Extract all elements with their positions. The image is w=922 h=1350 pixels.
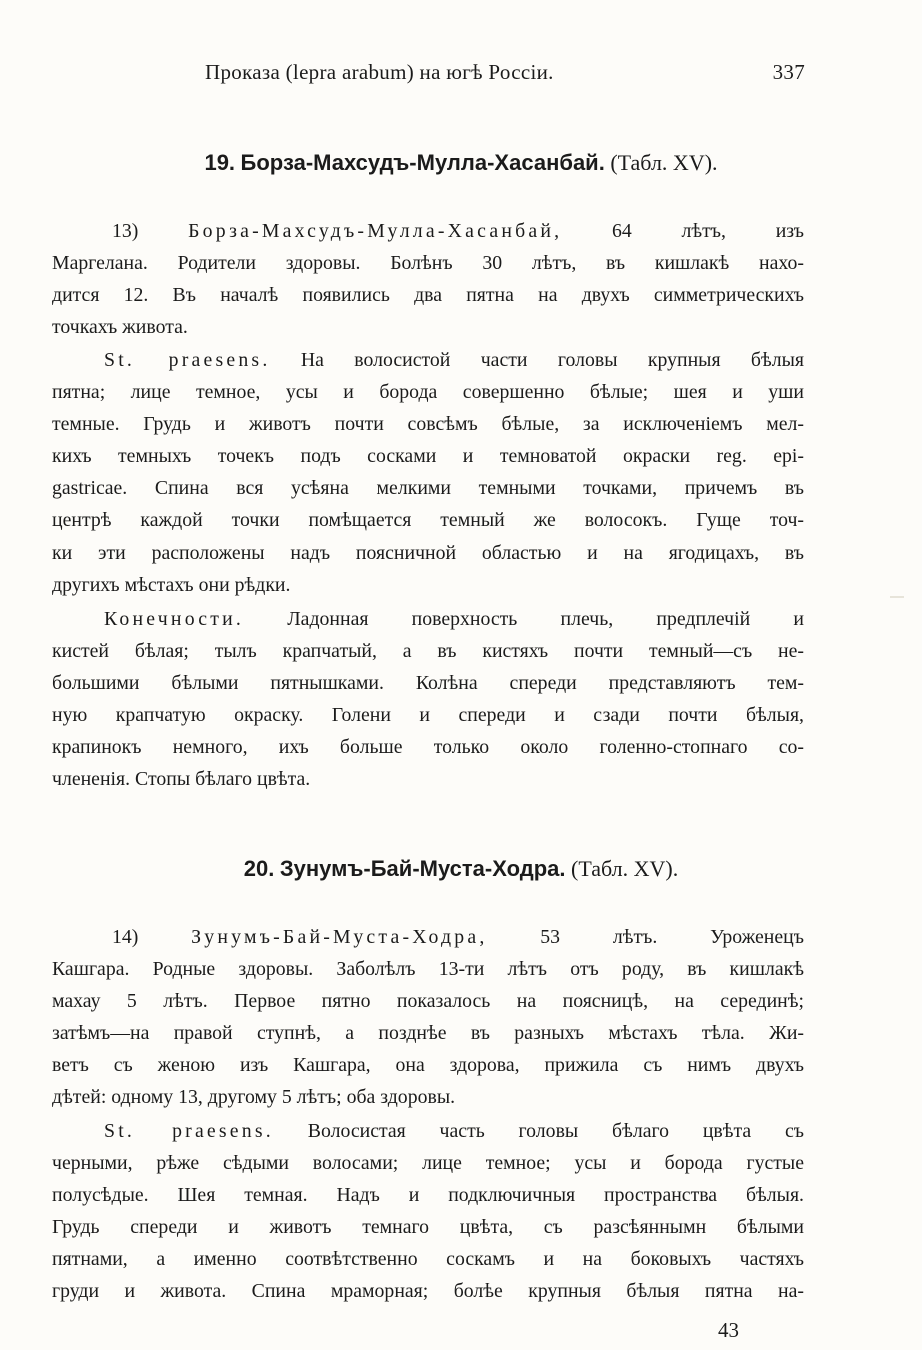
- paragraph-line: дѣтей: одному 13, другому 5 лѣтъ; оба здоровы.: [52, 1086, 456, 1109]
- case-number: 13): [112, 220, 139, 242]
- paragraph-line: точкахъ живота.: [52, 316, 188, 339]
- patient-name-heading: Борза-Махсудъ-Мулла-Хасанбай.: [240, 150, 605, 175]
- scan-mark: [890, 596, 904, 598]
- case-number: 14): [112, 926, 139, 948]
- section-heading-20: [0, 856, 922, 882]
- line-text: На волосистой части головы крупныя бѣлыя: [270, 349, 804, 371]
- paragraph-line: большими бѣлыми пятнышками. Колѣна спереди представляютъ тем-: [52, 672, 804, 695]
- paragraph-line: [52, 1115, 804, 1147]
- paragraph-case-13: [52, 215, 804, 343]
- paragraph-line: Кашгара. Родные здоровы. Заболѣлъ 13-ти лѣтъ отъ роду, въ кишлакѣ: [52, 958, 804, 981]
- paragraph-line: пятна; лице темное, усы и борода совершенно бѣлые; шея и уши: [52, 381, 804, 404]
- signature-mark: 43: [718, 1318, 739, 1342]
- paragraph-line: ки эти расположены надъ поясничной областью и на ягодицахъ, въ: [52, 541, 804, 564]
- paragraph-line: дится 12. Въ началѣ появились два пятна на двухъ симметрическихъ: [52, 284, 804, 307]
- paragraph-line: темные. Грудь и животъ почти совсѣмъ бѣлые, за исключеніемъ мел-: [52, 413, 804, 436]
- paragraph-line: пятнами, а именно соотвѣтственно соскамъ и на боковыхъ частяхъ: [52, 1248, 804, 1271]
- section-number: 20.: [243, 856, 275, 881]
- status-label: St. praesens.: [104, 349, 271, 371]
- paragraph-line: [52, 215, 804, 247]
- paragraph-line: [52, 344, 804, 376]
- paragraph-line: ную крапчатую окраску. Голени и спереди и сзади почти бѣлыя,: [52, 704, 804, 727]
- extremities-label: Конечности.: [104, 608, 245, 630]
- paragraph-status-praesens-2: [52, 1115, 804, 1308]
- paragraph-line: крапинокъ немного, ихъ больше только около голенно-стопнаго со-: [52, 736, 804, 759]
- paragraph-line: Грудь спереди и животъ темнаго цвѣта, съ разсѣяннымн бѣлыми: [52, 1216, 804, 1239]
- line-text: 64 лѣтъ, изъ: [562, 220, 804, 242]
- section-number: 19.: [204, 150, 236, 175]
- paragraph-case-14: [52, 921, 804, 1114]
- paragraph-line: gastricae. Спина вся усѣяна мелкими темными точками, причемъ въ: [52, 477, 804, 500]
- paragraph-extremities: [52, 603, 804, 796]
- line-text: Ладонная поверхность плечь, предплечій и: [244, 608, 804, 630]
- line-text: Волосистая часть головы бѣлаго цвѣта съ: [273, 1120, 804, 1142]
- running-title: Проказа (lepra arabum) на югѣ Россіи.: [205, 60, 554, 84]
- paragraph-line: ветъ съ женою изъ Кашгара, она здорова, прижила съ нимъ двухъ: [52, 1054, 804, 1077]
- table-reference: (Табл. XV).: [610, 150, 718, 175]
- patient-name-spaced: Борза-Махсудъ-Мулла-Хасанбай,: [188, 220, 563, 242]
- page-number: 337: [772, 60, 805, 84]
- paragraph-line: затѣмъ—на правой ступнѣ, а позднѣе въ разныхъ мѣстахъ тѣла. Жи-: [52, 1022, 804, 1045]
- paragraph-line: [52, 603, 804, 635]
- paragraph-line: груди и живота. Спина мраморная; болѣе крупныя бѣлыя пятна на-: [52, 1280, 804, 1303]
- paragraph-line: черными, рѣже сѣдыми волосами; лице темное; усы и борода густые: [52, 1152, 804, 1175]
- paragraph-line: махау 5 лѣтъ. Первое пятно показалось на поясницѣ, на серединѣ;: [52, 990, 804, 1013]
- paragraph-status-praesens-1: [52, 344, 804, 601]
- patient-name-heading: Зунумъ-Бай-Муста-Ходра.: [279, 856, 566, 881]
- status-label: St. praesens.: [104, 1120, 274, 1142]
- paragraph-line: полусѣдые. Шея темная. Надъ и подключичныя пространства бѣлыя.: [52, 1184, 804, 1207]
- paragraph-line: кистей бѣлая; тылъ крапчатый, а въ кистяхъ почти темный—съ не-: [52, 640, 804, 663]
- paragraph-line: кихъ темныхъ точекъ подъ сосками и темноватой окраски reg. epi-: [52, 445, 804, 468]
- paragraph-line: [52, 921, 804, 953]
- line-text: 53 лѣтъ. Уроженецъ: [487, 926, 804, 948]
- paragraph-line: другихъ мѣстахъ они рѣдки.: [52, 573, 291, 596]
- paragraph-line: члененія. Стопы бѣлаго цвѣта.: [52, 768, 311, 791]
- paragraph-line: центрѣ каждой точки помѣщается темный же волосокъ. Гуще точ-: [52, 509, 804, 532]
- paragraph-line: Маргелана. Родители здоровы. Болѣнъ 30 лѣтъ, въ кишлакѣ нахо-: [52, 252, 804, 275]
- table-reference: (Табл. XV).: [571, 856, 679, 881]
- patient-name-spaced: Зунумъ-Бай-Муста-Ходра,: [191, 926, 488, 948]
- section-heading-19: [0, 150, 922, 176]
